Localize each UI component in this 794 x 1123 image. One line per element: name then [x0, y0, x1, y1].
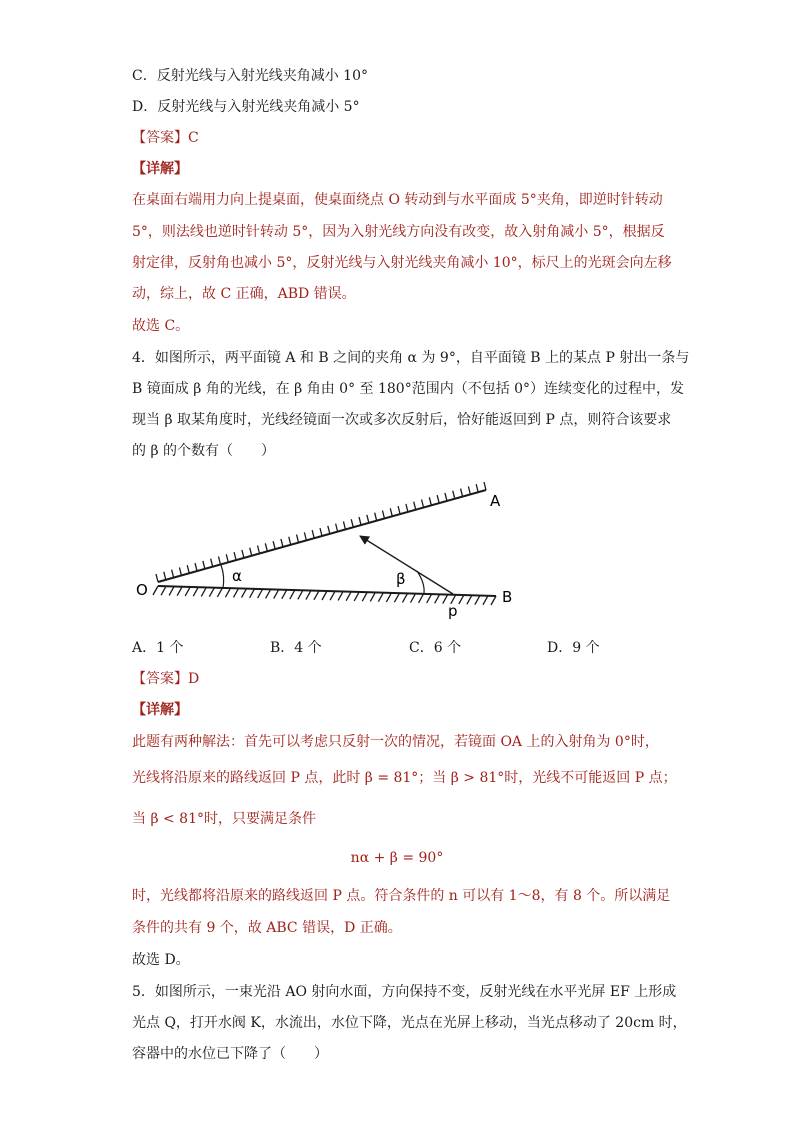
hatch-mark: [274, 590, 279, 599]
hatch-mark: [402, 593, 407, 602]
q4-option-c: C．6 个: [409, 640, 462, 656]
hatch-mark: [375, 513, 377, 521]
hatch-mark: [437, 495, 439, 503]
hatch-mark: [322, 591, 327, 600]
q4-formula: nα + β = 90°: [350, 850, 444, 866]
q4-detail-heading: 【详解】: [132, 702, 188, 718]
mirror-a-line: [158, 490, 486, 582]
hatch-mark: [195, 563, 197, 571]
hatch-mark: [453, 491, 455, 499]
hatch-mark: [153, 586, 158, 595]
q3-option-d: D．反射光线与入射光线夹角减小 5°: [132, 99, 360, 115]
hatch-mark: [419, 594, 424, 603]
hatch-mark: [382, 510, 384, 518]
hatch-mark: [266, 589, 271, 598]
hatch-mark: [211, 559, 213, 567]
hatch-mark: [203, 561, 205, 569]
hatch-mark: [445, 493, 447, 501]
label-a: A: [490, 492, 501, 510]
hatch-mark: [411, 594, 416, 603]
hatch-mark: [435, 594, 440, 603]
hatch-mark: [414, 502, 416, 510]
hatch-mark: [427, 594, 432, 603]
hatch-mark: [483, 596, 488, 605]
hatch-mark: [476, 484, 478, 492]
hatch-mark: [258, 589, 263, 598]
hatch-mark: [328, 526, 330, 534]
q4-stem-line-4: 的 β 的个数有（ ）: [132, 443, 275, 459]
q4-detail-line-5: 条件的共有 9 个，故 ABC 错误，D 正确。: [132, 920, 402, 936]
q3-detail-heading: 【详解】: [132, 161, 188, 177]
hatch-mark: [164, 572, 166, 580]
hatch-mark: [468, 486, 470, 494]
hatch-mark: [289, 537, 291, 545]
hatch-mark: [484, 482, 486, 490]
hatch-mark: [193, 587, 198, 596]
hatch-mark: [429, 497, 431, 505]
q4-option-d: D．9 个: [547, 640, 600, 656]
hatch-mark: [226, 554, 228, 562]
hatch-mark: [336, 524, 338, 532]
hatch-mark: [378, 593, 383, 602]
hatch-mark: [359, 517, 361, 525]
hatch-mark: [281, 539, 283, 547]
hatch-mark: [330, 591, 335, 600]
hatch-mark: [351, 519, 353, 527]
hatch-mark: [161, 586, 166, 595]
label-b: B: [502, 588, 513, 606]
q3-detail-line-3: 射定律，反射角也减小 5°，反射光线与入射光线夹角减小 10°，标尺上的光斑会向左移: [132, 255, 672, 271]
q4-stem-line-2: B 镜面成 β 角的光线，在 β 角由 0° 至 180°范围内（不包括 0°）连续变化的过程中，发: [132, 381, 685, 397]
alpha-arc: [221, 565, 224, 588]
label-p: p: [448, 602, 458, 620]
hatch-mark: [201, 587, 206, 596]
q3-detail-line-1: 在桌面右端用力向上提桌面，使桌面绕点 O 转动到与水平面成 5°夹角，即逆时针转动: [132, 192, 663, 208]
hatch-mark: [265, 543, 267, 551]
hatch-mark: [461, 489, 463, 497]
q3-conclusion: 故选 C。: [132, 318, 190, 334]
hatch-mark: [250, 548, 252, 556]
q4-option-a: A．1 个: [132, 640, 184, 656]
hatch-mark: [443, 595, 448, 604]
hatch-mark: [491, 596, 496, 605]
hatch-mark: [362, 592, 367, 601]
q3-option-c: C．反射光线与入射光线夹角减小 10°: [132, 68, 368, 84]
hatch-mark: [338, 591, 343, 600]
q4-answer: 【答案】D: [132, 671, 200, 687]
label-o: O: [136, 581, 148, 599]
hatch-mark: [306, 591, 311, 600]
q5-stem-line-2: 光点 Q，打开水阀 K，水流出，水位下降，光点在光屏上移动，当光点移动了 20cm 时，: [132, 1015, 687, 1031]
q3-detail-line-4: 动，综上，故 C 正确，ABD 错误。: [132, 286, 356, 302]
hatch-mark: [179, 567, 181, 575]
hatch-mark: [177, 587, 182, 596]
q4-stem-line-3: 现当 β 取某角度时，光线经镜面一次或多次反射后，恰好能返回到 P 点，则符合该要求: [132, 412, 672, 428]
q3-detail-line-2: 5°，则法线也逆时针转动 5°，因为入射光线方向没有改变，故入射角减小 5°，根据反: [132, 224, 665, 240]
q4-option-b: B．4 个: [270, 640, 322, 656]
hatch-mark: [258, 546, 260, 554]
hatch-mark: [290, 590, 295, 599]
hatch-mark: [234, 552, 236, 560]
hatch-mark: [282, 590, 287, 599]
label-alpha: α: [232, 567, 242, 585]
hatch-mark: [250, 589, 255, 598]
mirror-a-hatching: [156, 482, 486, 582]
hatch-mark: [367, 515, 369, 523]
q5-stem-line-1: 5．如图所示，一束光沿 AO 射向水面，方向保持不变，反射光线在水平光屏 EF 上形成: [132, 984, 677, 1000]
hatch-mark: [304, 532, 306, 540]
hatch-mark: [242, 550, 244, 558]
q4-detail-line-2: 光线将沿原来的路线返回 P 点，此时 β = 81°；当 β > 81°时，光线不可能返回 P 点；: [132, 770, 677, 786]
hatch-mark: [312, 530, 314, 538]
hatch-mark: [273, 541, 275, 549]
hatch-mark: [187, 565, 189, 573]
hatch-mark: [475, 596, 480, 605]
hatch-mark: [390, 508, 392, 516]
hatch-mark: [156, 574, 158, 582]
hatch-mark: [218, 556, 220, 564]
hatch-mark: [386, 593, 391, 602]
hatch-mark: [398, 506, 400, 514]
hatch-mark: [217, 588, 222, 597]
q4-detail-line-3: 当 β < 81°时，只要满足条件: [132, 811, 316, 827]
hatch-mark: [354, 592, 359, 601]
q4-detail-line-4: 时，光线都将沿原来的路线返回 P 点。符合条件的 n 可以有 1～8，有 8 个。所以满足: [132, 888, 671, 904]
q5-stem-line-3: 容器中的水位已下降了（ ）: [132, 1046, 328, 1062]
hatch-mark: [169, 586, 174, 595]
hatch-mark: [467, 595, 472, 604]
mirror-b-line: [158, 586, 496, 596]
hatch-mark: [185, 587, 190, 596]
q4-conclusion: 故选 D。: [132, 952, 190, 968]
hatch-mark: [459, 595, 464, 604]
hatch-mark: [233, 588, 238, 597]
hatch-mark: [209, 588, 214, 597]
q4-stem-line-1: 4．如图所示，两平面镜 A 和 B 之间的夹角 α 为 9°，自平面镜 B 上的某点 P 射出一条与: [132, 350, 690, 366]
hatch-mark: [297, 535, 299, 543]
label-beta: β: [396, 570, 406, 588]
hatch-mark: [422, 500, 424, 508]
mirror-angle-figure: [128, 480, 528, 630]
q4-detail-line-1: 此题有两种解法：首先可以考虑只反射一次的情况，若镜面 OA 上的入射角为 0°时，: [132, 734, 659, 750]
light-ray: [360, 536, 453, 594]
hatch-mark: [314, 591, 319, 600]
hatch-mark: [320, 528, 322, 536]
hatch-mark: [406, 504, 408, 512]
hatch-mark: [298, 590, 303, 599]
hatch-mark: [394, 593, 399, 602]
hatch-mark: [172, 570, 174, 578]
hatch-mark: [343, 521, 345, 529]
q3-answer: 【答案】C: [132, 130, 199, 146]
hatch-mark: [242, 589, 247, 598]
hatch-mark: [370, 592, 375, 601]
hatch-mark: [346, 592, 351, 601]
hatch-mark: [225, 588, 230, 597]
